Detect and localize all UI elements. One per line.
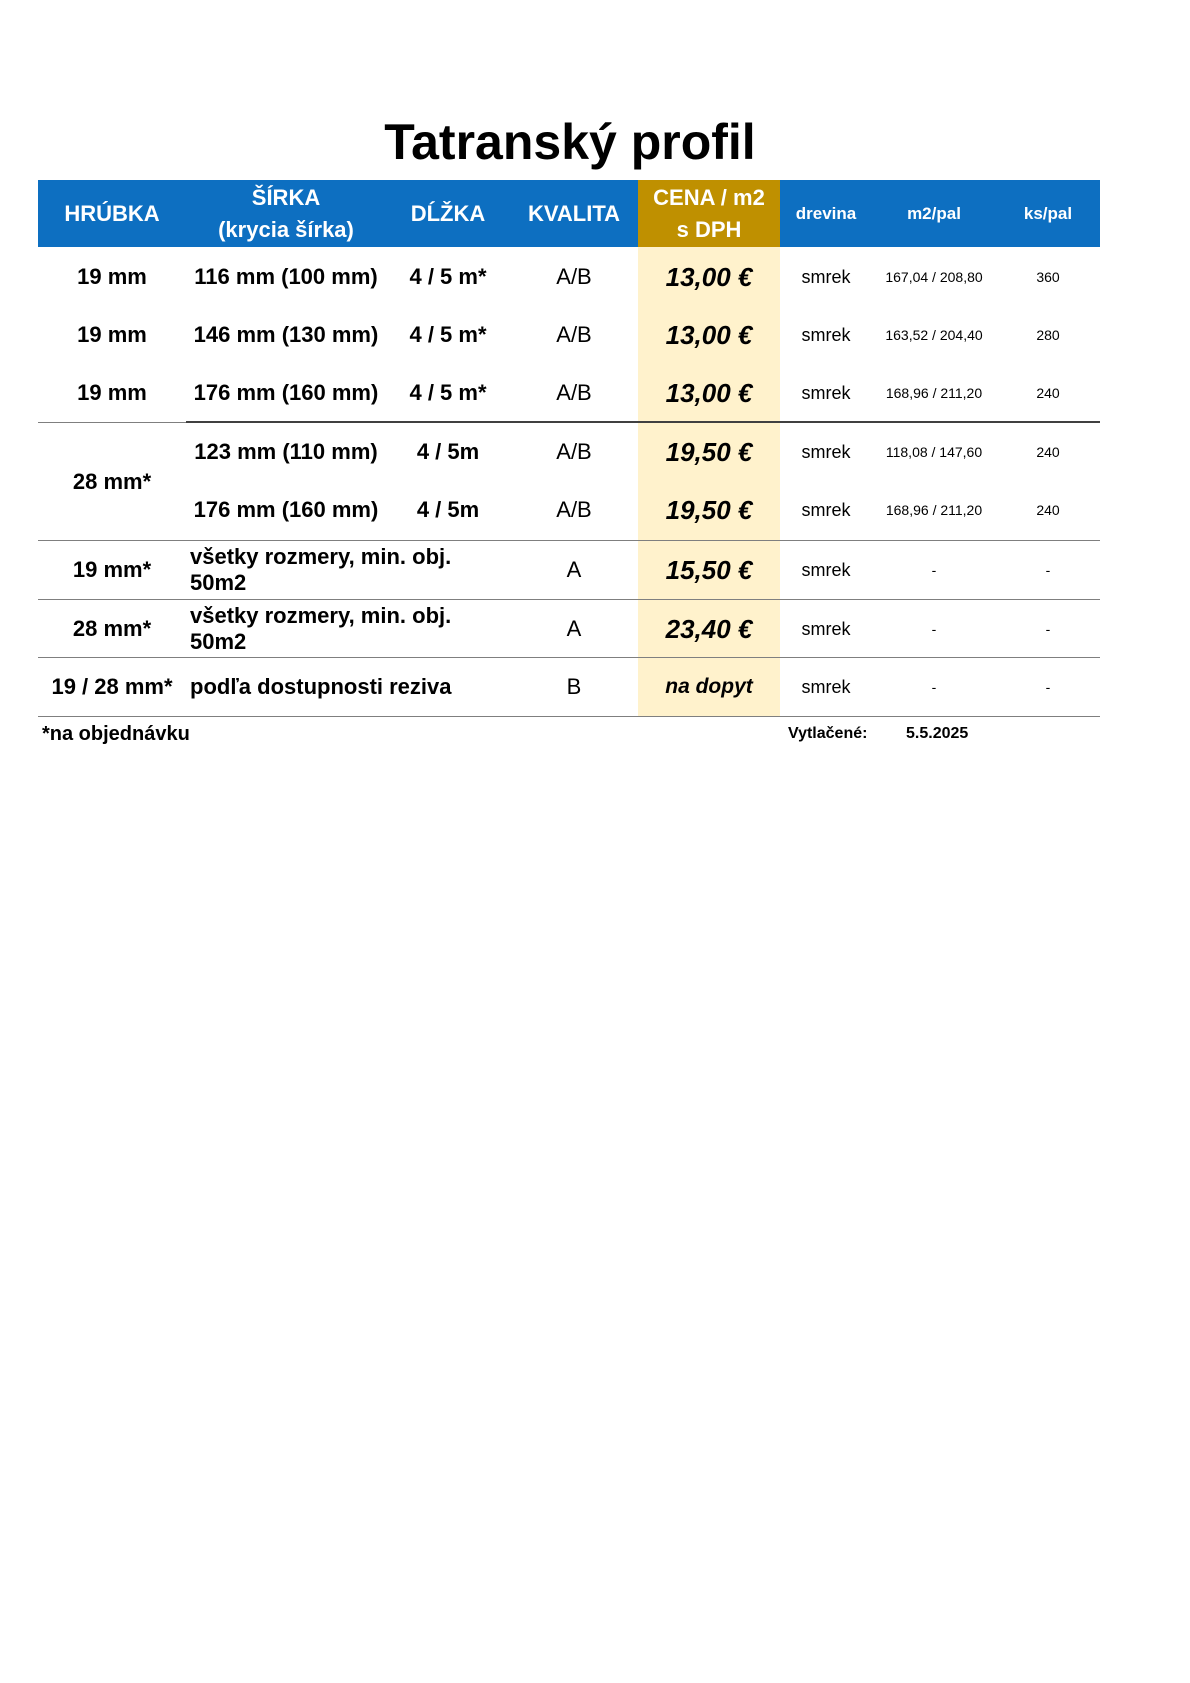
- cell-m2pal: -: [931, 562, 937, 578]
- cell-sirka: 116 mm (100 mm): [194, 264, 378, 289]
- table-row: [38, 600, 1100, 658]
- cell-sirka: 146 mm (130 mm): [193, 322, 379, 347]
- column-header-sirka: ŠÍRKA (krycia šírka): [218, 184, 354, 242]
- cell-m2pal: -: [931, 621, 937, 637]
- cell-hrubka: 19 mm*: [72, 557, 152, 582]
- cell-drevina: smrek: [801, 266, 851, 287]
- table-row: [38, 541, 1100, 599]
- cell-kspal: -: [1045, 679, 1051, 695]
- column-header-kspal: ks/pal: [1023, 203, 1073, 223]
- column-header-m2pal: m2/pal: [907, 203, 961, 223]
- column-header-hrubka: HRÚBKA: [64, 200, 160, 226]
- cell-kspal: 240: [1036, 385, 1060, 401]
- cell-hrubka: 19 mm: [77, 322, 147, 347]
- cell-cena: 19,50 €: [665, 494, 753, 525]
- column-header-drevina: drevina: [795, 203, 857, 223]
- table-row: [38, 364, 1100, 422]
- cell-drevina: smrek: [801, 382, 851, 403]
- cell-hrubka: 19 mm: [77, 264, 147, 289]
- column-header-cena: CENA / m2 s DPH: [638, 180, 780, 247]
- cell-sirka: všetky rozmery, min. obj. 50m2: [190, 544, 452, 595]
- table-row: [38, 306, 1100, 364]
- page-title: Tatranský profil: [384, 114, 756, 170]
- cell-dlzka: 4 / 5m: [416, 439, 480, 464]
- column-header-kvalita: KVALITA: [527, 200, 621, 226]
- cell-kspal: -: [1045, 562, 1051, 578]
- printed-date: 5.5.2025: [906, 725, 969, 742]
- cell-drevina: smrek: [801, 676, 851, 697]
- table-row: [38, 248, 1100, 306]
- cell-hrubka: 19 / 28 mm*: [51, 674, 173, 699]
- cell-m2pal: 118,08 / 147,60: [885, 444, 983, 460]
- cell-dlzka: 4 / 5 m*: [409, 264, 487, 289]
- cell-kvalita: A/B: [556, 380, 592, 405]
- row-divider: [38, 716, 1100, 717]
- cell-kvalita: A/B: [556, 322, 592, 347]
- cell-cena: 13,00 €: [665, 319, 753, 350]
- cell-kvalita: B: [566, 674, 582, 699]
- table-row: [38, 423, 1100, 481]
- cell-kvalita: A/B: [556, 264, 592, 289]
- cell-sirka: 123 mm (110 mm): [194, 439, 378, 464]
- cell-dlzka: 4 / 5 m*: [409, 322, 487, 347]
- cell-hrubka: 19 mm: [77, 380, 147, 405]
- cell-m2pal: 168,96 / 211,20: [885, 502, 983, 518]
- cell-sirka: 176 mm (160 mm): [193, 497, 379, 522]
- cell-kvalita: A: [566, 616, 582, 641]
- cell-kspal: -: [1045, 621, 1051, 637]
- cell-hrubka-merged: 28 mm*: [72, 468, 152, 494]
- table-row: [38, 658, 1100, 716]
- cell-kvalita: A/B: [556, 497, 592, 522]
- cell-sirka: 176 mm (160 mm): [193, 380, 379, 405]
- cell-drevina: smrek: [801, 324, 851, 345]
- cell-kspal: 240: [1036, 502, 1060, 518]
- cell-m2pal: 167,04 / 208,80: [885, 269, 983, 285]
- cell-hrubka: 28 mm*: [72, 616, 152, 641]
- cell-dlzka: 4 / 5 m*: [409, 380, 487, 405]
- cell-cena: 15,50 €: [665, 554, 753, 585]
- table-header: [38, 180, 1100, 247]
- cell-drevina: smrek: [801, 499, 851, 520]
- printed-label: Vytlačené:: [788, 725, 868, 742]
- cell-cena: 19,50 €: [665, 436, 753, 467]
- table-row: [38, 481, 1100, 539]
- cell-kspal: 280: [1036, 327, 1060, 343]
- cell-cena: 13,00 €: [665, 261, 753, 292]
- cell-drevina: smrek: [801, 618, 851, 639]
- cell-m2pal: -: [931, 679, 937, 695]
- cell-sirka: všetky rozmery, min. obj. 50m2: [190, 603, 452, 654]
- cell-kspal: 360: [1036, 269, 1060, 285]
- cell-m2pal: 163,52 / 204,40: [885, 327, 983, 343]
- cell-dlzka: 4 / 5m: [416, 497, 480, 522]
- cell-cena: 23,40 €: [665, 613, 753, 644]
- footnote: *na objednávku: [42, 722, 190, 745]
- cell-kvalita: A: [566, 557, 582, 582]
- cell-kspal: 240: [1036, 444, 1060, 460]
- column-header-dlzka: DĹŽKA: [410, 200, 486, 226]
- cell-cena: 13,00 €: [665, 377, 753, 408]
- cell-drevina: smrek: [801, 441, 851, 462]
- cell-sirka: podľa dostupnosti reziva: [190, 674, 452, 699]
- cell-m2pal: 168,96 / 211,20: [885, 385, 983, 401]
- cell-cena: na dopyt: [665, 675, 753, 698]
- cell-kvalita: A/B: [556, 439, 592, 464]
- cell-drevina: smrek: [801, 559, 851, 580]
